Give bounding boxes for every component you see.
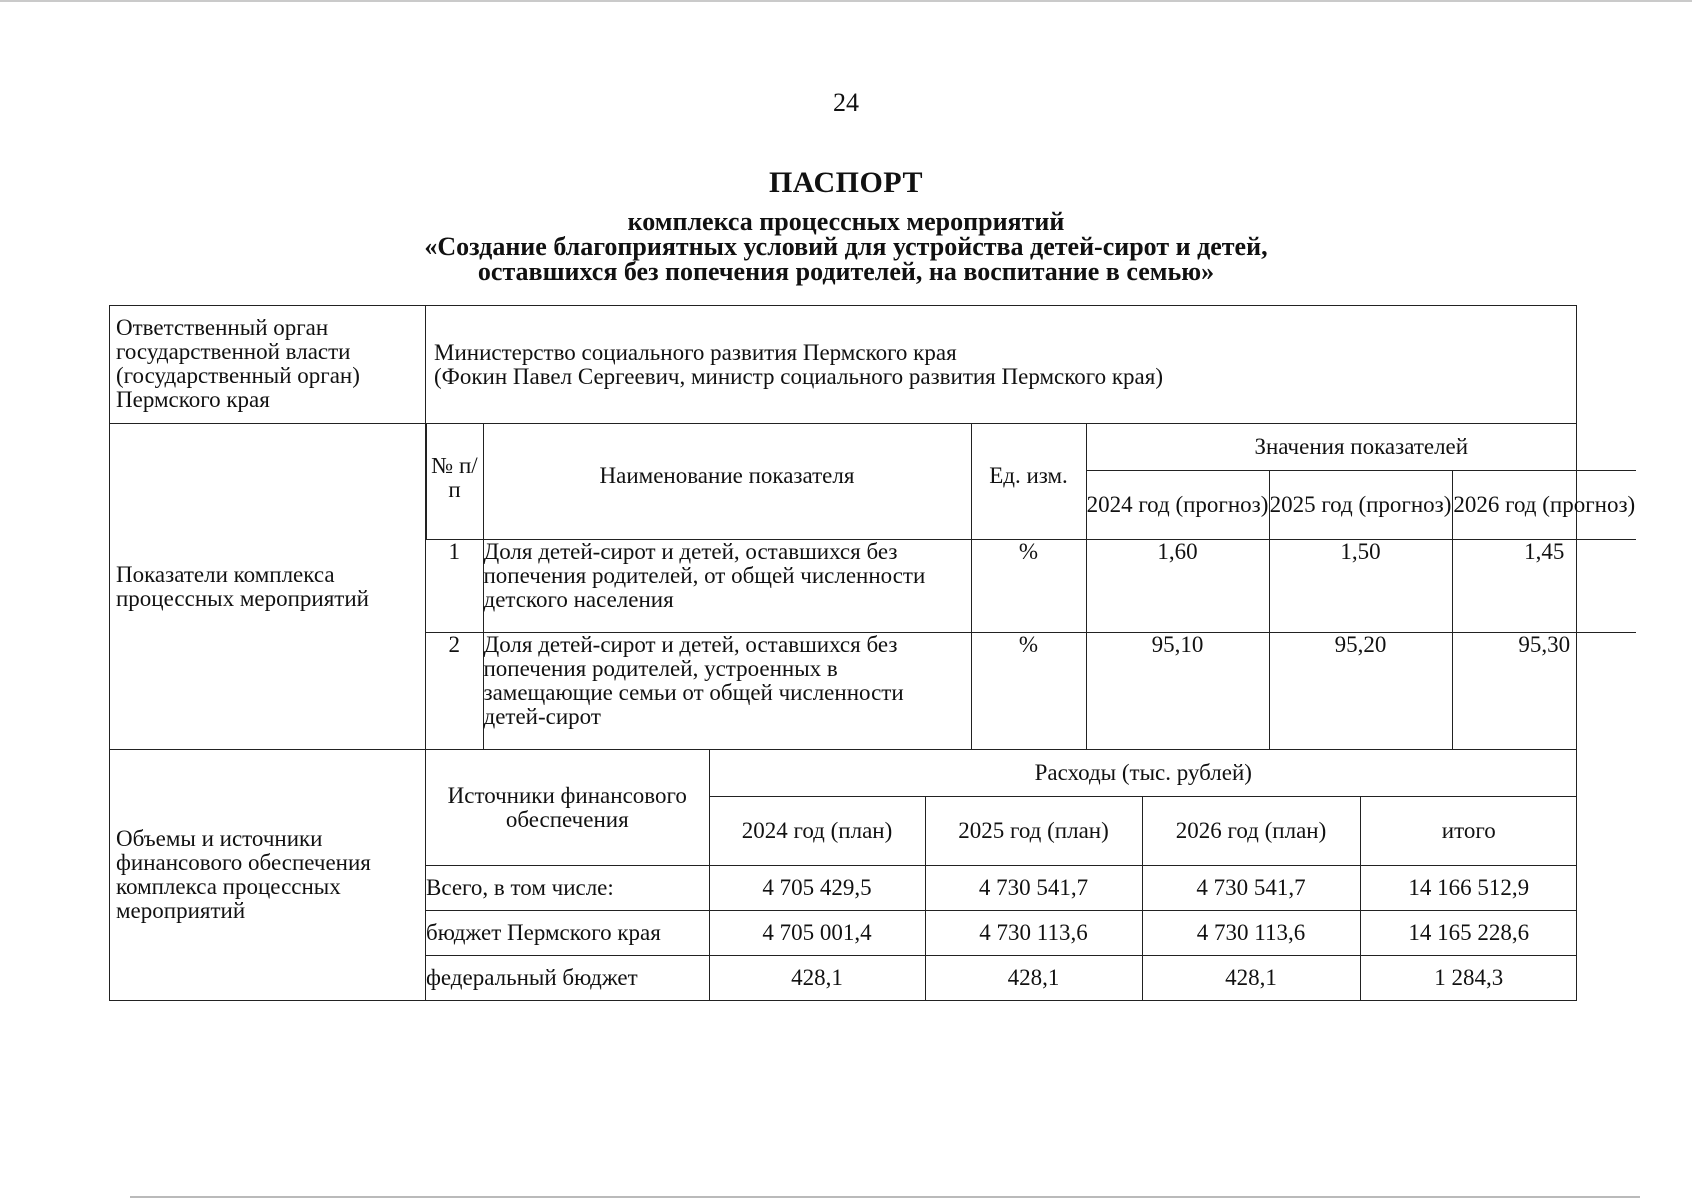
header-indicator-name: Наименование показателя <box>483 424 971 539</box>
indicator-unit: % <box>971 539 1086 632</box>
header-plan-2024: 2024 год (план) <box>709 796 925 865</box>
page-number: 24 <box>833 88 859 117</box>
indicator-number: 1 <box>426 539 483 632</box>
finance-value-2025: 4 730 113,6 <box>925 910 1142 955</box>
finance-value-2025: 4 730 541,7 <box>925 865 1142 910</box>
responsible-ministry: Министерство социального развития Пермского края <box>434 339 957 365</box>
finance-source: бюджет Пермского края <box>426 910 709 955</box>
document-title: ПАСПОРТ <box>768 166 924 199</box>
header-total: итого <box>1360 796 1577 865</box>
header-number: № п/п <box>426 424 483 539</box>
indicator-value-2024: 95,10 <box>1086 632 1269 749</box>
indicator-value-2025: 1,50 <box>1269 539 1452 632</box>
finance-label: Объемы и источники финансового обеспечения комплекса процессных мероприятий <box>110 750 426 1001</box>
responsible-label: Ответственный орган государственной власти (государственный орган) Пермского края <box>110 306 426 424</box>
indicators-container <box>426 424 1636 750</box>
header-year-2024: 2024 год (прогноз) <box>1086 470 1269 539</box>
scan-edge-top <box>0 0 1692 2</box>
header-year-2025: 2025 год (прогноз) <box>1269 470 1452 539</box>
finance-value-2024: 4 705 001,4 <box>709 910 925 955</box>
finance-row <box>110 750 1577 1001</box>
indicators-row <box>110 424 1577 750</box>
finance-value-2025: 428,1 <box>925 955 1142 1000</box>
passport-table <box>109 305 1636 1001</box>
header-plan-2025: 2025 год (план) <box>925 796 1142 865</box>
responsible-minister: (Фокин Павел Сергеевич, министр социального развития Пермского края) <box>434 363 1163 389</box>
finance-value-2026: 4 730 541,7 <box>1142 865 1360 910</box>
finance-value-2026: 428,1 <box>1142 955 1360 1000</box>
responsible-value <box>426 306 1577 424</box>
indicator-value-2026: 1,45 <box>1452 539 1636 632</box>
finance-row-total <box>426 865 1577 910</box>
indicator-number: 2 <box>426 632 483 749</box>
header-values-group: Значения показателей <box>1086 424 1636 470</box>
finance-value-2026: 4 730 113,6 <box>1142 910 1360 955</box>
header-unit: Ед. изм. <box>971 424 1086 539</box>
indicator-name: Доля детей-сирот и детей, оставшихся без попечения родителей, от общей численности детского населения <box>483 539 971 632</box>
subtitle-line: комплекса процессных мероприятий <box>627 207 1065 236</box>
header-plan-2026: 2026 год (план) <box>1142 796 1360 865</box>
indicator-value-2024: 1,60 <box>1086 539 1269 632</box>
finance-source: Всего, в том числе: <box>426 865 709 910</box>
header-year-2026: 2026 год (прогноз) <box>1452 470 1636 539</box>
subtitle-line: «Создание благоприятных условий для устройства детей-сирот и детей, <box>424 232 1268 261</box>
responsible-row <box>110 306 1577 424</box>
finance-value-total: 14 165 228,6 <box>1360 910 1577 955</box>
header-sources: Источники финансового обеспечения <box>426 750 709 865</box>
finance-container <box>426 750 1577 1001</box>
indicator-row <box>369 632 1636 749</box>
subtitle-line: оставшихся без попечения родителей, на воспитание в семью» <box>477 257 1215 286</box>
indicator-unit: % <box>971 632 1086 749</box>
indicator-name: Доля детей-сирот и детей, оставшихся без попечения родителей, устроенных в замещающие семьи от общей численности детей-сирот <box>483 632 971 749</box>
finance-value-2024: 428,1 <box>709 955 925 1000</box>
finance-header-row <box>426 750 1577 796</box>
finance-row-federal <box>426 955 1577 1000</box>
indicators-table <box>369 424 1636 749</box>
document-subtitle <box>0 209 1692 284</box>
indicators-label: Показатели комплекса процессных мероприятий <box>110 424 426 750</box>
finance-value-total: 14 166 512,9 <box>1360 865 1577 910</box>
indicator-row <box>369 539 1636 632</box>
header-expenses-group: Расходы (тыс. рублей) <box>709 750 1577 796</box>
finance-value-total: 1 284,3 <box>1360 955 1577 1000</box>
indicator-value-2026: 95,30 <box>1452 632 1636 749</box>
finance-table <box>426 750 1577 1000</box>
spacer <box>369 424 426 749</box>
finance-source: федеральный бюджет <box>426 955 709 1000</box>
finance-row-regional <box>426 910 1577 955</box>
indicators-header-row <box>369 424 1636 470</box>
indicator-value-2025: 95,20 <box>1269 632 1452 749</box>
finance-value-2024: 4 705 429,5 <box>709 865 925 910</box>
scan-edge-bottom <box>130 1196 1640 1198</box>
